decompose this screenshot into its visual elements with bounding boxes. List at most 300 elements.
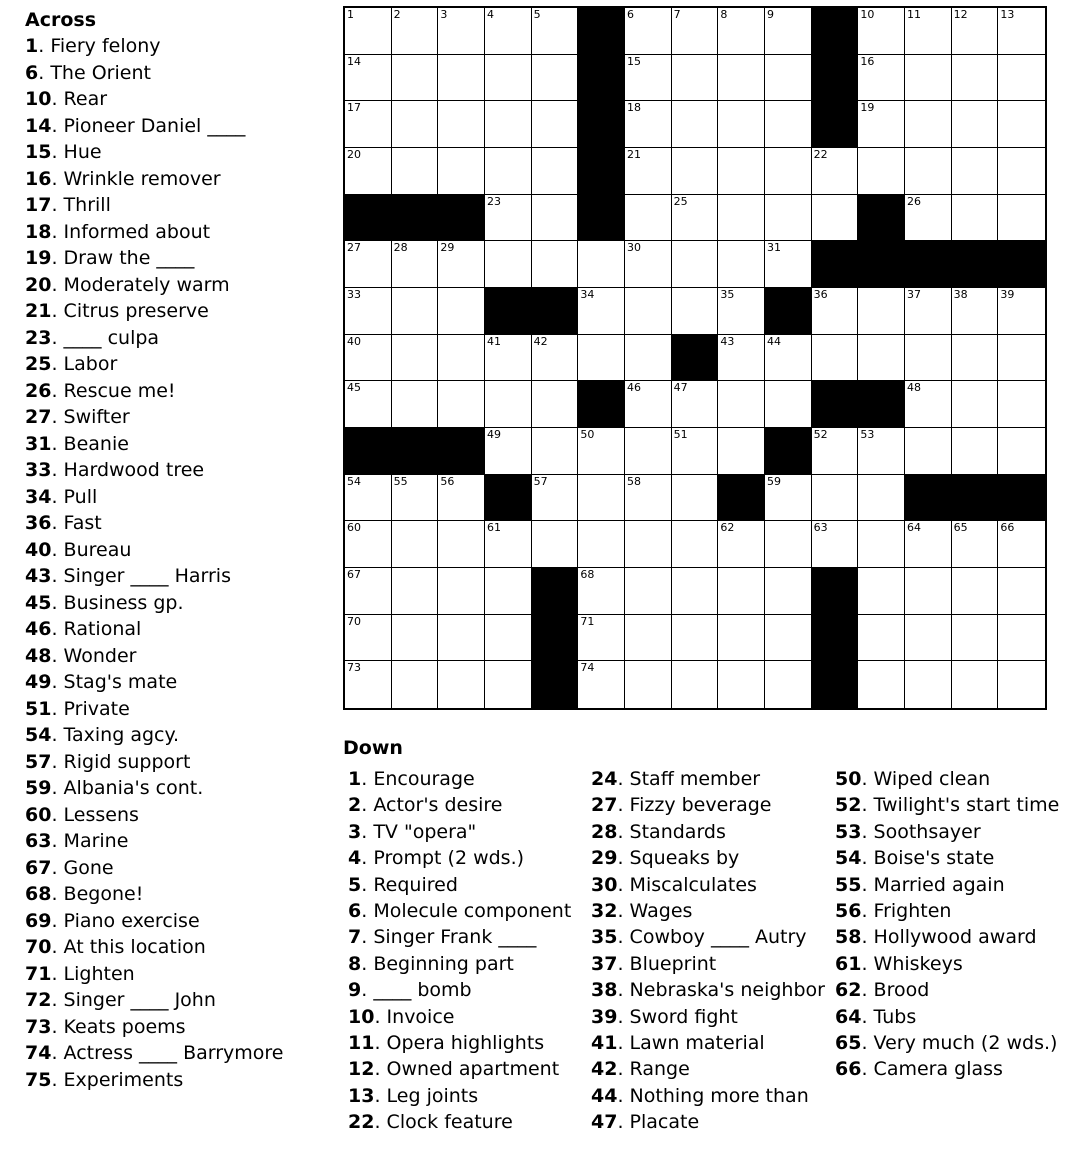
down-clue-column-3 [835, 766, 1059, 1083]
clue-item[interactable]: 47. Placate [591, 1111, 700, 1134]
grid-cell[interactable] [345, 288, 392, 335]
grid-cell[interactable] [625, 568, 672, 615]
grid-cell[interactable] [718, 661, 765, 708]
clue-item[interactable]: 48. Wonder [25, 644, 137, 667]
clue-item[interactable]: 36. Fast [25, 512, 102, 534]
grid-cell[interactable] [625, 288, 672, 335]
grid-cell[interactable] [532, 148, 579, 195]
grid-cell[interactable] [905, 381, 952, 428]
clue-item[interactable]: 7. Singer Frank ____ [348, 926, 537, 949]
grid-cell[interactable] [392, 101, 439, 148]
clue-item[interactable]: 14. Pioneer Daniel ____ [25, 114, 246, 137]
grid-cell[interactable] [718, 241, 765, 288]
grid-cell[interactable] [718, 101, 765, 148]
clue-item[interactable]: 10. Rear [25, 88, 108, 110]
grid-block-cell [438, 195, 485, 242]
grid-cell[interactable] [858, 101, 905, 148]
grid-cell[interactable] [672, 475, 719, 522]
grid-cell[interactable] [812, 475, 859, 522]
grid-cell[interactable] [532, 475, 579, 522]
cell-number: 65 [953, 521, 968, 535]
grid-cell[interactable] [765, 241, 812, 288]
grid-cell[interactable] [438, 521, 485, 568]
grid-cell[interactable] [532, 195, 579, 242]
clue-item[interactable]: 64. Tubs [835, 1005, 917, 1028]
grid-cell[interactable] [812, 195, 859, 242]
cell-number: 56 [440, 474, 455, 488]
clue-item[interactable]: 30. Miscalculates [591, 873, 757, 896]
grid-cell[interactable] [998, 381, 1045, 428]
grid-cell[interactable] [765, 8, 812, 55]
clue-item[interactable]: 68. Begone! [25, 883, 144, 905]
grid-cell[interactable] [812, 521, 859, 568]
grid-cell[interactable] [765, 55, 812, 102]
grid-cell[interactable] [392, 475, 439, 522]
grid-cell[interactable] [392, 148, 439, 195]
grid-cell[interactable] [718, 195, 765, 242]
grid-cell[interactable] [765, 381, 812, 428]
clue-number: 37 [591, 952, 618, 975]
grid-cell[interactable] [578, 335, 625, 382]
clue-item[interactable]: 29. Squeaks by [591, 847, 740, 870]
clue-item[interactable]: 51. Private [25, 697, 130, 720]
clue-item[interactable]: 66. Camera glass [835, 1058, 1003, 1081]
grid-cell[interactable] [858, 661, 905, 708]
grid-cell[interactable] [858, 55, 905, 102]
grid-cell[interactable] [672, 241, 719, 288]
grid-cell[interactable] [765, 195, 812, 242]
grid-cell[interactable] [765, 101, 812, 148]
grid-cell[interactable] [858, 568, 905, 615]
grid-cell[interactable] [998, 568, 1045, 615]
grid-cell[interactable] [952, 661, 999, 708]
grid-cell[interactable] [905, 521, 952, 568]
grid-cell[interactable] [952, 568, 999, 615]
grid-cell[interactable] [905, 195, 952, 242]
grid-cell[interactable] [765, 148, 812, 195]
grid-cell[interactable] [345, 8, 392, 55]
grid-cell[interactable] [485, 521, 532, 568]
grid-cell[interactable] [625, 241, 672, 288]
grid-cell[interactable] [998, 661, 1045, 708]
clue-text: Molecule component [373, 900, 572, 923]
clue-item[interactable]: 56. Frighten [835, 900, 952, 923]
grid-cell[interactable] [812, 428, 859, 475]
grid-cell[interactable] [532, 428, 579, 475]
clue-item[interactable]: 5. Required [348, 873, 458, 896]
grid-cell[interactable] [345, 475, 392, 522]
clue-item[interactable]: 19. Draw the ____ [25, 247, 195, 269]
clue-item[interactable]: 18. Informed about [25, 220, 211, 243]
clue-item[interactable]: 44. Nothing more than [591, 1084, 809, 1107]
clue-item[interactable]: 27. Swifter [25, 406, 130, 428]
grid-cell[interactable] [765, 335, 812, 382]
clue-item[interactable]: 1. Encourage [348, 768, 475, 790]
clue-item[interactable]: 46. Rational [25, 618, 142, 640]
clue-text: Keats poems [63, 1015, 186, 1038]
clue-number: 49 [25, 671, 52, 693]
grid-cell[interactable] [905, 615, 952, 662]
grid-cell[interactable] [438, 381, 485, 428]
grid-cell[interactable] [485, 8, 532, 55]
cell-number: 31 [767, 241, 781, 255]
clue-number: 54 [835, 847, 862, 870]
grid-cell[interactable] [625, 8, 672, 55]
clue-item[interactable]: 28. Standards [591, 820, 726, 843]
grid-cell[interactable] [952, 381, 999, 428]
clue-item[interactable]: 50. Wiped clean [835, 768, 991, 790]
grid-cell[interactable] [392, 8, 439, 55]
grid-cell[interactable] [345, 148, 392, 195]
clue-item[interactable]: 49. Stag's mate [25, 671, 178, 693]
clue-text: Sword fight [629, 1005, 738, 1028]
grid-cell[interactable] [998, 8, 1045, 55]
grid-cell[interactable] [905, 55, 952, 102]
grid-cell[interactable] [858, 335, 905, 382]
grid-cell[interactable] [345, 661, 392, 708]
grid-cell[interactable] [998, 428, 1045, 475]
grid-cell[interactable] [485, 148, 532, 195]
grid-cell[interactable] [625, 55, 672, 102]
grid-cell[interactable] [672, 8, 719, 55]
grid-cell[interactable] [438, 568, 485, 615]
grid-cell[interactable] [672, 615, 719, 662]
grid-block-cell [858, 381, 905, 428]
grid-cell[interactable] [438, 661, 485, 708]
grid-cell[interactable] [718, 335, 765, 382]
clue-text: Tubs [873, 1005, 917, 1028]
grid-cell[interactable] [532, 101, 579, 148]
grid-cell[interactable] [578, 241, 625, 288]
grid-cell[interactable] [485, 615, 532, 662]
clue-text: Leg joints [386, 1084, 479, 1107]
clue-item[interactable]: 26. Rescue me! [25, 379, 176, 402]
clue-item[interactable]: 2. Actor's desire [348, 794, 503, 817]
clue-text: ____ culpa [63, 326, 160, 349]
clue-item[interactable]: 6. Molecule component [348, 900, 572, 923]
grid-cell[interactable] [998, 101, 1045, 148]
grid-cell[interactable] [625, 475, 672, 522]
grid-cell[interactable] [345, 55, 392, 102]
grid-cell[interactable] [858, 148, 905, 195]
clue-item[interactable]: 42. Range [591, 1058, 690, 1081]
grid-cell[interactable] [438, 101, 485, 148]
clue-item[interactable]: 24. Staff member [591, 768, 761, 790]
clue-item[interactable]: 61. Whiskeys [835, 952, 963, 975]
grid-cell[interactable] [765, 615, 812, 662]
grid-cell[interactable] [952, 521, 999, 568]
clue-item[interactable]: 15. Hue [25, 141, 102, 163]
clue-item[interactable]: 67. Gone [25, 856, 114, 879]
clue-text: Hue [63, 141, 102, 163]
clue-item[interactable]: 9. ____ bomb [348, 979, 472, 1002]
grid-cell[interactable] [905, 8, 952, 55]
grid-cell[interactable] [578, 428, 625, 475]
grid-cell[interactable] [438, 8, 485, 55]
grid-cell[interactable] [485, 568, 532, 615]
grid-cell[interactable] [718, 288, 765, 335]
grid-cell[interactable] [765, 521, 812, 568]
clue-item[interactable]: 20. Moderately warm [25, 273, 230, 296]
cell-number: 49 [487, 428, 501, 441]
grid-cell[interactable] [858, 475, 905, 522]
grid-cell[interactable] [625, 195, 672, 242]
grid-cell[interactable] [718, 615, 765, 662]
grid-cell[interactable] [438, 55, 485, 102]
clue-number: 47 [591, 1111, 618, 1134]
grid-cell[interactable] [578, 661, 625, 708]
clue-number: 5 [348, 873, 362, 896]
clue-item[interactable]: 45. Business gp. [25, 591, 184, 614]
grid-cell[interactable] [672, 568, 719, 615]
grid-cell[interactable] [578, 521, 625, 568]
clue-item[interactable]: 31. Beanie [25, 432, 129, 455]
clue-item[interactable]: 62. Brood [835, 979, 930, 1002]
clue-item[interactable]: 60. Lessens [25, 803, 139, 826]
clue-item[interactable]: 39. Sword fight [591, 1005, 738, 1028]
grid-cell[interactable] [392, 521, 439, 568]
grid-cell[interactable] [532, 521, 579, 568]
clue-item[interactable]: 32. Wages [591, 900, 693, 923]
clue-item[interactable]: 40. Bureau [25, 538, 132, 561]
clue-item[interactable]: 73. Keats poems [25, 1015, 186, 1038]
clue-number: 68 [25, 883, 52, 905]
grid-cell[interactable] [952, 195, 999, 242]
clue-item[interactable]: 27. Fizzy beverage [591, 794, 772, 817]
grid-cell[interactable] [438, 615, 485, 662]
grid-cell[interactable] [392, 335, 439, 382]
grid-cell[interactable] [672, 55, 719, 102]
clue-item[interactable]: 4. Prompt (2 wds.) [348, 847, 525, 870]
grid-cell[interactable] [718, 568, 765, 615]
grid-cell[interactable] [532, 241, 579, 288]
grid-cell[interactable] [438, 148, 485, 195]
grid-cell[interactable] [952, 288, 999, 335]
grid-cell[interactable] [625, 428, 672, 475]
grid-cell[interactable] [485, 428, 532, 475]
grid-cell[interactable] [952, 335, 999, 382]
grid-cell[interactable] [438, 241, 485, 288]
clue-item[interactable]: 11. Opera highlights [348, 1032, 545, 1055]
grid-cell[interactable] [345, 521, 392, 568]
clue-text: Lighten [63, 962, 135, 985]
clue-item[interactable]: 43. Singer ____ Harris [25, 565, 231, 587]
grid-cell[interactable] [672, 288, 719, 335]
grid-cell[interactable] [625, 101, 672, 148]
grid-cell[interactable] [952, 55, 999, 102]
grid-cell[interactable] [998, 195, 1045, 242]
grid-cell[interactable] [718, 521, 765, 568]
grid-cell[interactable] [952, 615, 999, 662]
grid-cell[interactable] [765, 568, 812, 615]
grid-cell[interactable] [905, 335, 952, 382]
clue-item[interactable]: 71. Lighten [25, 962, 135, 985]
grid-cell[interactable] [625, 661, 672, 708]
clue-item[interactable]: 6. The Orient [25, 61, 151, 84]
clue-item[interactable]: 65. Very much (2 wds.) [835, 1032, 1058, 1055]
grid-cell[interactable] [672, 661, 719, 708]
clue-item[interactable]: 12. Owned apartment [348, 1058, 560, 1081]
clue-number: 24 [591, 768, 618, 790]
clue-item[interactable]: 10. Invoice [348, 1005, 455, 1028]
grid-cell[interactable] [998, 335, 1045, 382]
grid-cell[interactable] [485, 195, 532, 242]
clue-item[interactable]: 58. Hollywood award [835, 926, 1037, 949]
grid-cell[interactable] [672, 381, 719, 428]
clue-item[interactable]: 22. Clock feature [348, 1111, 513, 1134]
clue-text: Singer ____ John [63, 989, 216, 1011]
grid-cell[interactable] [672, 195, 719, 242]
grid-cell[interactable] [438, 475, 485, 522]
grid-cell[interactable] [718, 428, 765, 475]
grid-cell[interactable] [952, 148, 999, 195]
grid-cell[interactable] [858, 8, 905, 55]
clue-item[interactable]: 34. Pull [25, 485, 98, 508]
grid-cell[interactable] [392, 568, 439, 615]
grid-cell[interactable] [718, 55, 765, 102]
grid-cell[interactable] [392, 241, 439, 288]
grid-cell[interactable] [578, 288, 625, 335]
grid-cell[interactable] [998, 148, 1045, 195]
clue-number: 51 [25, 697, 52, 720]
grid-cell[interactable] [952, 428, 999, 475]
clue-item[interactable]: 37. Blueprint [591, 952, 717, 975]
clue-item[interactable]: 72. Singer ____ John [25, 989, 216, 1011]
clue-item[interactable]: 13. Leg joints [348, 1084, 479, 1107]
grid-cell[interactable] [532, 55, 579, 102]
grid-cell[interactable] [858, 288, 905, 335]
grid-cell[interactable] [672, 148, 719, 195]
grid-cell[interactable] [905, 428, 952, 475]
clue-item[interactable]: 54. Boise's state [835, 847, 995, 870]
grid-cell[interactable] [718, 381, 765, 428]
grid-cell[interactable] [345, 335, 392, 382]
grid-cell[interactable] [578, 475, 625, 522]
clue-text: Actress ____ Barrymore [63, 1042, 284, 1064]
grid-cell[interactable] [812, 335, 859, 382]
grid-cell[interactable] [578, 568, 625, 615]
grid-cell[interactable] [858, 615, 905, 662]
clue-item[interactable]: 1. Fiery felony [25, 35, 161, 57]
grid-cell[interactable] [392, 55, 439, 102]
clue-text: Lawn material [629, 1032, 765, 1055]
grid-cell[interactable] [718, 148, 765, 195]
grid-cell[interactable] [952, 101, 999, 148]
clue-number: 16 [25, 167, 52, 190]
clue-item[interactable]: 52. Twilight's start time [835, 794, 1060, 817]
clue-item[interactable]: 70. At this location [25, 936, 206, 958]
grid-cell[interactable] [858, 428, 905, 475]
clue-item[interactable]: 3. TV "opera" [348, 820, 477, 843]
clue-item[interactable]: 25. Labor [25, 353, 118, 375]
grid-cell[interactable] [858, 521, 905, 568]
grid-cell[interactable] [952, 8, 999, 55]
grid-cell[interactable] [625, 335, 672, 382]
clue-item[interactable]: 23. ____ culpa [25, 326, 160, 349]
grid-cell[interactable] [532, 335, 579, 382]
grid-cell[interactable] [578, 615, 625, 662]
grid-cell[interactable] [998, 55, 1045, 102]
clue-item[interactable]: 69. Piano exercise [25, 909, 200, 932]
grid-cell[interactable] [438, 335, 485, 382]
grid-cell[interactable] [672, 101, 719, 148]
grid-cell[interactable] [905, 101, 952, 148]
grid-cell[interactable] [672, 428, 719, 475]
grid-cell[interactable] [485, 55, 532, 102]
clue-item[interactable]: 74. Actress ____ Barrymore [25, 1042, 284, 1064]
clue-item[interactable]: 75. Experiments [25, 1068, 184, 1091]
cell-number: 42 [533, 334, 548, 348]
clue-item[interactable]: 16. Wrinkle remover [25, 167, 221, 190]
clue-number: 18 [25, 220, 52, 243]
clue-text: Singer ____ Harris [63, 565, 231, 587]
grid-cell[interactable] [625, 615, 672, 662]
clue-item[interactable]: 57. Rigid support [25, 750, 191, 773]
grid-cell[interactable] [812, 288, 859, 335]
grid-cell[interactable] [905, 148, 952, 195]
clue-item[interactable]: 35. Cowboy ____ Autry [591, 926, 807, 949]
clue-item[interactable]: 21. Citrus preserve [25, 300, 209, 322]
grid-cell[interactable] [345, 381, 392, 428]
grid-cell[interactable] [718, 8, 765, 55]
grid-cell[interactable] [998, 521, 1045, 568]
grid-cell[interactable] [392, 288, 439, 335]
grid-cell[interactable] [485, 101, 532, 148]
grid-cell[interactable] [672, 521, 719, 568]
grid-cell[interactable] [998, 615, 1045, 662]
grid-cell[interactable] [905, 288, 952, 335]
grid-cell[interactable] [905, 661, 952, 708]
grid-cell[interactable] [532, 381, 579, 428]
grid-cell[interactable] [345, 615, 392, 662]
grid-cell[interactable] [625, 381, 672, 428]
grid-cell[interactable] [392, 661, 439, 708]
clue-item[interactable]: 38. Nebraska's neighbor [591, 979, 825, 1002]
grid-cell[interactable] [392, 615, 439, 662]
clue-number: 44 [591, 1084, 618, 1107]
grid-cell[interactable] [485, 381, 532, 428]
grid-cell[interactable] [765, 661, 812, 708]
grid-cell[interactable] [345, 241, 392, 288]
grid-cell[interactable] [485, 335, 532, 382]
grid-cell[interactable] [532, 8, 579, 55]
clue-item[interactable]: 33. Hardwood tree [25, 459, 205, 481]
clue-item[interactable]: 17. Thrill [25, 194, 111, 216]
grid-cell[interactable] [625, 148, 672, 195]
grid-cell[interactable] [905, 568, 952, 615]
grid-cell[interactable] [485, 661, 532, 708]
grid-cell[interactable] [765, 475, 812, 522]
clue-item[interactable]: 59. Albania's cont. [25, 777, 204, 799]
clue-item[interactable]: 8. Beginning part [348, 952, 514, 975]
grid-cell[interactable] [998, 288, 1045, 335]
clue-item[interactable]: 54. Taxing agcy. [25, 724, 180, 746]
grid-cell[interactable] [345, 568, 392, 615]
clue-number: 29 [591, 847, 618, 870]
grid-block-cell [765, 288, 812, 335]
grid-cell[interactable] [392, 381, 439, 428]
grid-cell[interactable] [812, 148, 859, 195]
cell-number: 37 [907, 288, 921, 301]
clue-item[interactable]: 63. Marine [25, 830, 129, 852]
grid-cell[interactable] [625, 521, 672, 568]
clue-item[interactable]: 55. Married again [835, 873, 1005, 896]
clue-item[interactable]: 53. Soothsayer [835, 820, 981, 843]
clue-item[interactable]: 41. Lawn material [591, 1032, 765, 1055]
grid-cell[interactable] [345, 101, 392, 148]
grid-cell[interactable] [485, 241, 532, 288]
grid-cell[interactable] [438, 288, 485, 335]
